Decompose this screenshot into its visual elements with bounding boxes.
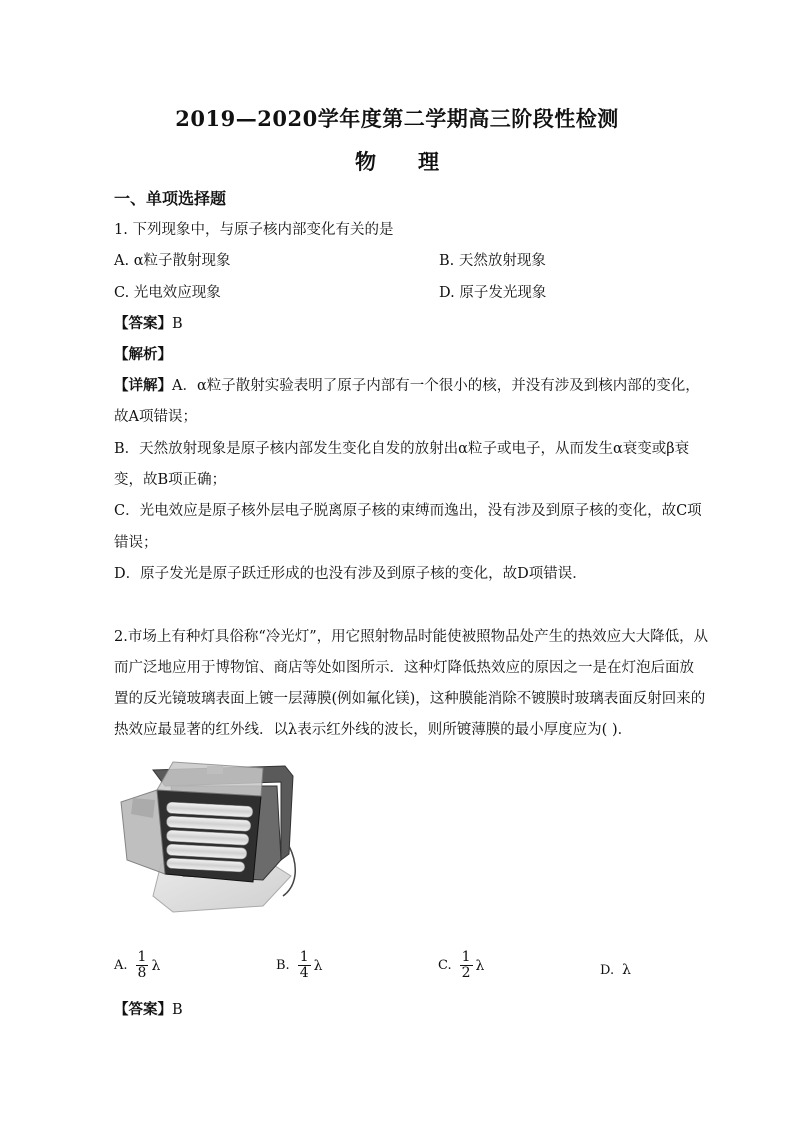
q2-stem-line-2: 而广泛地应用于博物馆、商店等处如图所示．这种灯降低热效应的原因之一是在灯泡后面放 (114, 660, 694, 676)
q1-option-a: A. α粒子散射现象 (114, 253, 231, 269)
q1-explanation-line-2: 故A项错误； (114, 409, 197, 425)
lambda-symbol: λ (151, 957, 161, 974)
q2-option-a-label: A. (114, 958, 128, 974)
answer-value: B (172, 1002, 183, 1018)
fraction-one-half (460, 950, 473, 982)
analysis-tag: 【解析】 (114, 346, 172, 363)
numerator: 1 (137, 949, 147, 965)
numerator: 1 (299, 949, 309, 965)
lambda-symbol: λ (475, 957, 485, 974)
q2-stem-line-1: 2.市场上有种灯具俗称“冷光灯”，用它照射物品时能使被照物品处产生的热效应大大降低，从 (114, 629, 709, 645)
q1-stem: 1. 下列现象中，与原子核内部变化有关的是 (114, 222, 394, 238)
q1-explanation-line-5: C．光电效应是原子核外层电子脱离原子核的束缚而逸出，没有涉及到原子核的变化，故C项 (114, 503, 702, 519)
q1-explanation-line-6: 错误； (114, 535, 158, 551)
q2-stem-line-4: 热效应最显著的红外线．以λ表示红外线的波长，则所镀薄膜的最小厚度应为( )． (114, 722, 633, 738)
subject-title (0, 146, 794, 176)
q1-explanation-line-7: D．原子发光是原子跃迁形成的也没有涉及到原子核的变化，故D项错误． (114, 566, 587, 582)
answer-value: B (172, 316, 183, 332)
q1-answer (114, 312, 183, 333)
document-title: 2019—2020学年度第二学期高三阶段性检测 (175, 106, 619, 131)
section-heading: 一、单项选择题 (114, 189, 227, 208)
q2-stem-line-3: 置的反光镜玻璃表面上镀一层薄膜(例如氟化镁)，这种膜能消除不镀膜时玻璃表面反射回来的 (114, 691, 706, 707)
q1-explanation-line-4: 变，故B项正确； (114, 472, 227, 488)
answer-tag: 【答案】 (114, 315, 172, 332)
cold-light-lamp-image (113, 756, 303, 916)
q2-option-b-label: B. (276, 958, 290, 974)
q2-option-d (600, 962, 631, 978)
subject-char-2: 理 (418, 149, 439, 174)
q2-option-b (276, 950, 322, 982)
lambda-symbol: λ (313, 957, 323, 974)
q2-option-d-label: D. (600, 962, 615, 978)
q1-option-d: D. 原子发光现象 (439, 285, 547, 301)
q2-option-a (114, 950, 160, 982)
explanation-text: A．α粒子散射实验表明了原子内部有一个很小的核，并没有涉及到核内部的变化， (172, 378, 700, 394)
denominator: 8 (137, 965, 147, 982)
subject-char-1: 物 (355, 149, 376, 174)
denominator: 4 (299, 965, 309, 982)
lambda-symbol: λ (622, 962, 631, 978)
q2-option-c (438, 950, 484, 982)
q2-answer (114, 998, 183, 1019)
denominator: 2 (461, 965, 471, 982)
answer-tag: 【答案】 (114, 1001, 172, 1018)
q1-option-b: B. 天然放射现象 (439, 253, 546, 269)
detail-tag: 【详解】 (114, 377, 172, 394)
fraction-one-eighth (136, 950, 149, 982)
q1-explanation-line-3: B．天然放射现象是原子核内部发生变化自发的放射出α粒子或电子，从而发生α衰变或β衰 (114, 441, 690, 457)
q2-option-c-label: C. (438, 958, 452, 974)
fraction-one-quarter (298, 950, 311, 982)
q1-option-c: C. 光电效应现象 (114, 285, 221, 301)
numerator: 1 (461, 949, 471, 965)
q1-explanation-line-1 (114, 374, 700, 395)
